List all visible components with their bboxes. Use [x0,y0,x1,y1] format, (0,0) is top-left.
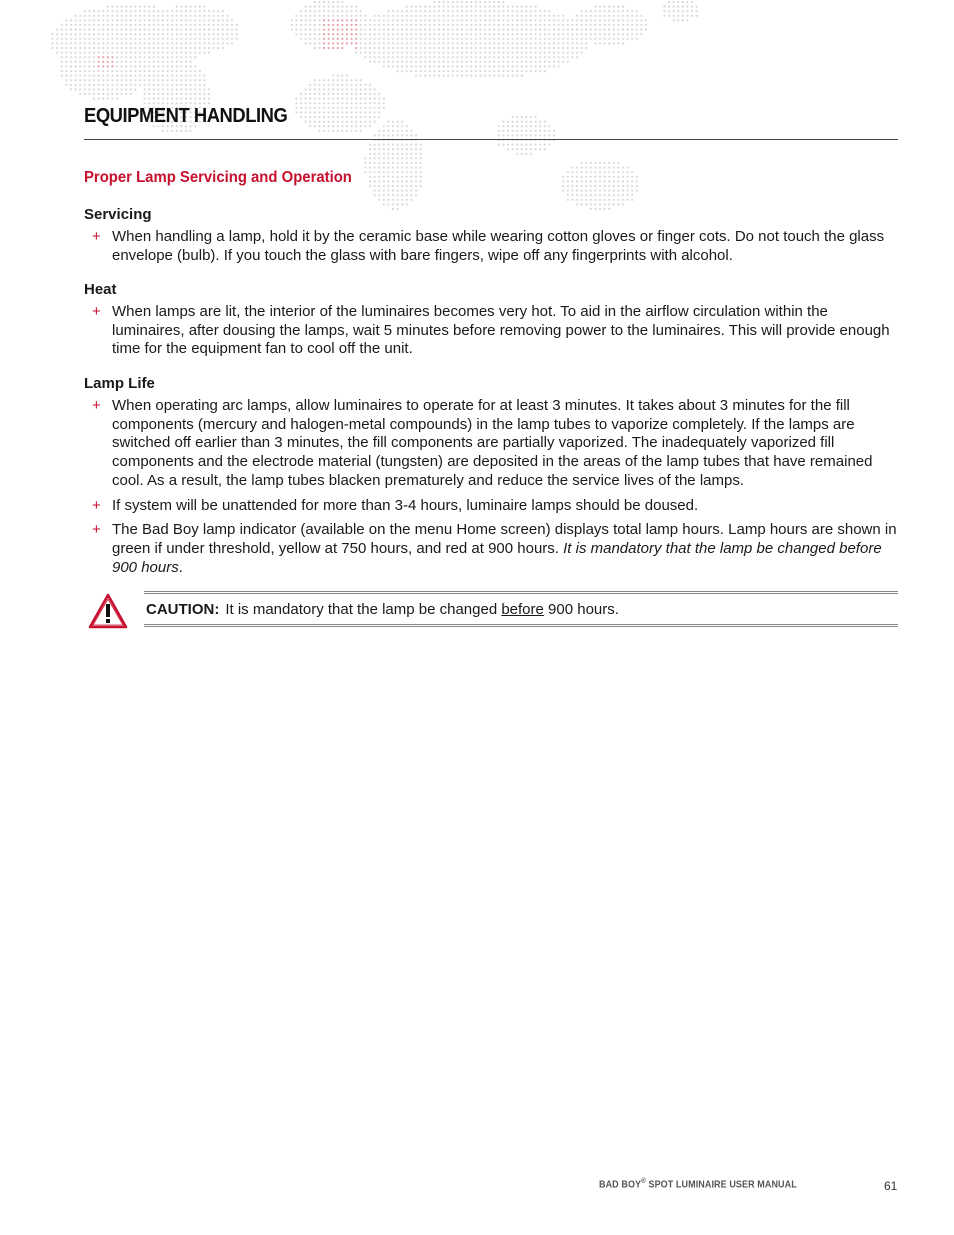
caution-box [144,591,898,627]
list-item: + When operating arc lamps, allow luminaires to operate for at least 3 minutes. It takes about 3 minutes for the fill components (mercury and halogen-metal compounds) in the lamp tubes to vaporize completely. If the lamps are switched off earlier than 3 minutes, the fill components are partially vaporized. The inadequately vaporized fill components and the electrode material (tungsten) are deposited in the areas of the lamp tubes that have remained cool. As a result, the lamp tubes blacken prematurely and reduce the service lives of the lamps. [92,397,873,489]
title-divider [84,139,898,140]
page-title: EQUIPMENT HANDLING [84,105,288,127]
page-number: 61 [884,1179,898,1193]
heat-list [84,303,898,365]
plus-icon: + [92,496,101,514]
servicing-heading: Servicing [84,206,152,223]
lamp-life-list [84,397,898,583]
caution-notice [84,591,898,631]
plus-icon: + [92,521,101,539]
heat-heading: Heat [84,281,117,298]
servicing-list [84,228,898,271]
list-item: + The Bad Boy lamp indicator (available on the menu Home screen) displays total lamp hours. Lamp hours are shown in green if under threshold, yellow at 750 hours, and red at 900 hours. It is mandatory that the lamp be changed before 900 hours. [92,521,897,576]
list-item: + When lamps are lit, the interior of the luminaires becomes very hot. To aid in the airflow circulation within the luminaires, after dousing the lamps, wait 5 minutes before removing power to the luminaires. This will provide enough time for the equipment fan to cool off the unit. [92,303,890,358]
footer-manual-title: BAD BOY® SPOT LUMINAIRE USER MANUAL [599,1178,797,1191]
list-item: + When handling a lamp, hold it by the ceramic base while wearing cotton gloves or finger cots. Do not touch the glass envelope (bulb). If you touch the glass with bare fingers, wipe off any fingerprints with alcohol. [92,228,885,264]
caution-label: CAUTION: [146,601,220,618]
caution-text: CAUTION: It is mandatory that the lamp be changed before 900 hours. [146,601,619,618]
list-item: + If system will be unattended for more than 3-4 hours, luminaire lamps should be doused. [92,496,699,514]
plus-icon: + [92,303,101,320]
plus-icon: + [92,397,101,414]
warning-triangle-icon [88,593,128,629]
section-title: Proper Lamp Servicing and Operation [84,169,352,186]
lamp-life-heading: Lamp Life [84,375,155,392]
plus-icon: + [92,228,101,245]
